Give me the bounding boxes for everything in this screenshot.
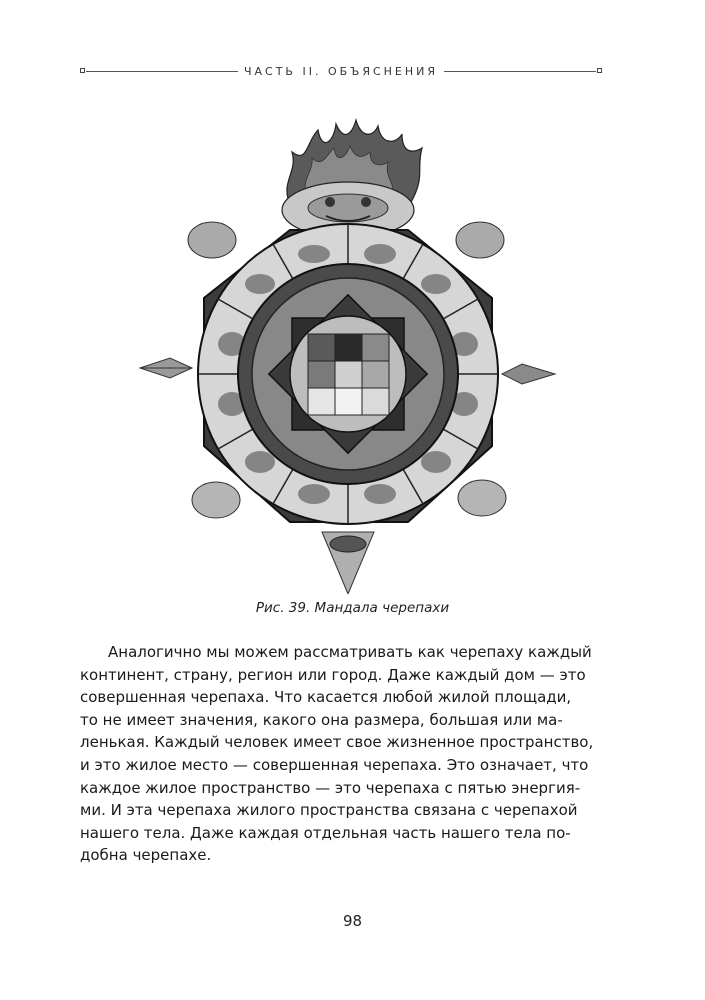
- turtle-head: [282, 120, 422, 238]
- left-point: [140, 358, 192, 378]
- paragraph-line: ми. И эта черепаха жилого пространства связана с черепахой: [80, 801, 578, 820]
- paragraph-line: то не имеет значения, какого она размера, большая или ма-: [80, 710, 563, 729]
- mandala-svg: [130, 112, 565, 594]
- paragraph-line: нашего тела. Даже каждая отдельная часть нашего тела по-: [80, 823, 571, 842]
- running-title: ЧАСТЬ II. ОБЪЯСНЕНИЯ: [243, 65, 439, 78]
- paragraph-line: Аналогично мы можем рассматривать как черепаху каждый: [108, 643, 592, 661]
- paragraph-line: добна черепахе.: [80, 846, 212, 865]
- figure-caption: Рис. 39. Мандала черепахи: [255, 600, 450, 616]
- paragraph-line: каждое жилое пространство — это черепаха с пятью энергия-: [80, 778, 581, 797]
- turtle-tail: [322, 532, 374, 594]
- page-number: 98: [342, 912, 363, 930]
- paragraph-line: и это жилое место — совершенная черепаха. Это означает, что: [80, 755, 589, 774]
- running-header: [80, 64, 602, 80]
- header-rule-right: [444, 71, 596, 72]
- header-rule-right-end: [597, 68, 602, 73]
- paragraph-line: континент, страну, регион или город. Даже каждый дом — это: [80, 665, 586, 684]
- magic-square: [308, 334, 389, 415]
- paragraph-line: ленькая. Каждый человек имеет свое жизненное пространство,: [80, 733, 594, 752]
- body-paragraph: [80, 641, 614, 867]
- turtle-mandala-illustration: [130, 112, 565, 594]
- right-point: [502, 364, 555, 384]
- paragraph-line: совершенная черепаха. Что касается любой жилой площади,: [80, 688, 572, 707]
